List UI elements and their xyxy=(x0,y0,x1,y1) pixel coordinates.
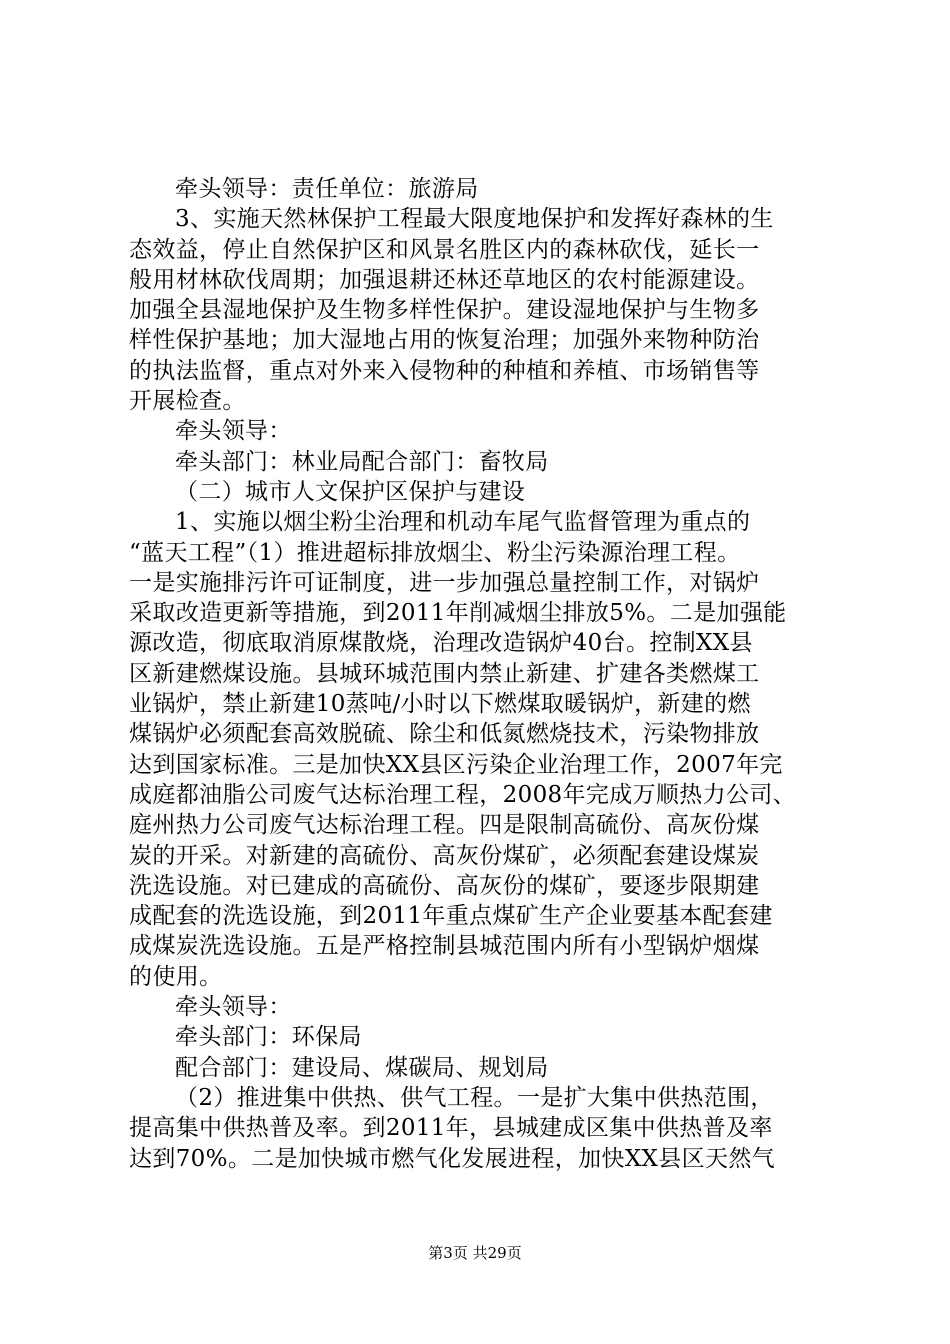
text-line: 提高集中供热普及率。到2011年，县城建成区集中供热普及率 xyxy=(129,1115,773,1142)
document-body xyxy=(129,174,829,1174)
text-line: 1、实施以烟尘粉尘治理和机动车尾气监督管理为重点的 xyxy=(175,509,751,536)
text-line: 牵头领导： xyxy=(175,418,292,445)
text-line: 成配套的洗选设施，到2011年重点煤矿生产企业要基本配套建 xyxy=(129,903,773,930)
page-number-footer: 第3页 共29页 xyxy=(428,1244,522,1262)
section-heading: （二）城市人文保护区保护与建设 xyxy=(175,478,526,505)
text-line: 煤锅炉必须配套高效脱硫、除尘和低氮燃烧技术，污染物排放 xyxy=(129,721,760,748)
text-line: 牵头部门：林业局配合部门：畜牧局 xyxy=(175,448,549,475)
text-line: “蓝天工程”（1）推进超标排放烟尘、粉尘污染源治理工程。 xyxy=(129,539,741,566)
text-line: 的执法监督，重点对外来入侵物种的种植和养植、市场销售等 xyxy=(129,357,760,384)
text-line: 成煤炭洗选设施。五是严格控制县城范围内所有小型锅炉烟煤 xyxy=(129,933,760,960)
text-line: 加强全县湿地保护及生物多样性保护。建设湿地保护与生物多 xyxy=(129,297,760,324)
text-line: 态效益，停止自然保护区和风景名胜区内的森林砍伐，延长一 xyxy=(129,236,760,263)
text-line: 洗选设施。对已建成的高硫份、高灰份的煤矿，要逐步限期建 xyxy=(129,872,760,899)
text-line: 成庭都油脂公司废气达标治理工程，2008年完成万顺热力公司、 xyxy=(129,781,797,808)
text-line: 庭州热力公司废气达标治理工程。四是限制高硫份、高灰份煤 xyxy=(129,812,760,839)
text-line: 炭的开采。对新建的高硫份、高灰份煤矿，必须配套建设煤炭 xyxy=(129,842,760,869)
text-line: 配合部门：建设局、煤碳局、规划局 xyxy=(175,1054,549,1081)
text-line: （2）推进集中供热、供气工程。一是扩大集中供热范围， xyxy=(175,1084,774,1111)
text-line: 一是实施排污许可证制度，进一步加强总量控制工作，对锅炉 xyxy=(129,569,760,596)
text-line: 牵头部门：环保局 xyxy=(175,1024,362,1051)
text-line: 牵头领导：责任单位：旅游局 xyxy=(175,176,479,202)
text-line: 开展检查。 xyxy=(129,388,246,415)
text-line: 源改造，彻底取消原煤散烧，治理改造锅炉40台。控制XX县 xyxy=(129,630,753,657)
text-line: 业锅炉，禁止新建10蒸吨/小时以下燃煤取暖锅炉，新建的燃 xyxy=(129,691,751,718)
text-line: 的使用。 xyxy=(129,963,223,990)
text-line: 达到70%。二是加快城市燃气化发展进程，加快XX县区天然气 xyxy=(129,1145,776,1172)
text-line: 3、实施天然林保护工程最大限度地保护和发挥好森林的生 xyxy=(175,206,774,233)
text-line: 般用材林砍伐周期；加强退耕还林还草地区的农村能源建设。 xyxy=(129,266,760,293)
text-line: 达到国家标准。三是加快XX县区污染企业治理工作，2007年完 xyxy=(129,751,783,778)
text-line: 区新建燃煤设施。县城环城范围内禁止新建、扩建各类燃煤工 xyxy=(129,660,760,687)
text-line: 采取改造更新等措施，到2011年削减烟尘排放5%。二是加强能 xyxy=(129,600,787,627)
text-line: 牵头领导： xyxy=(175,994,292,1021)
text-line: 样性保护基地；加大湿地占用的恢复治理；加强外来物种防治 xyxy=(129,327,760,354)
